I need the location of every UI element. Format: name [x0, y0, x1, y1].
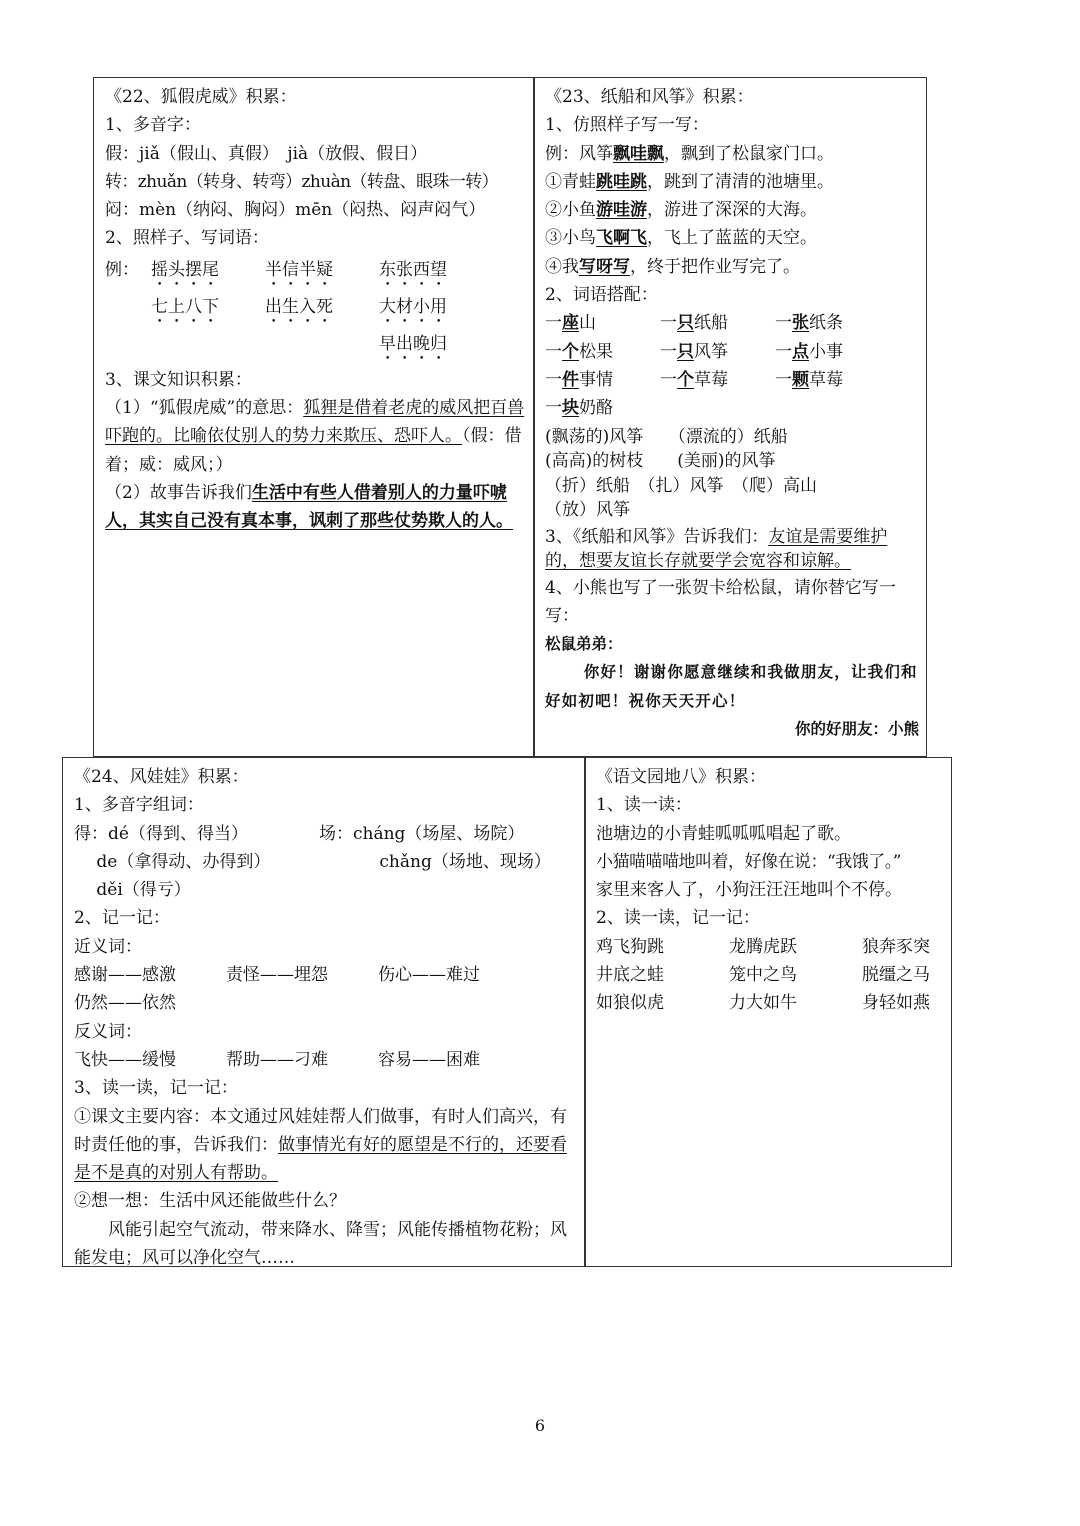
measure-word: 一张纸条: [775, 313, 843, 334]
page-number: 6: [534, 1416, 546, 1435]
moral-answer: 生活中有些人借着别人的力量吓唬人，其实自己没有真本事，讽刺了那些仗势欺人的人。: [105, 482, 513, 532]
measure-word-grid: [545, 309, 919, 422]
lesson22-title: 《22、狐假虎威》积累：: [105, 87, 297, 107]
idiom: 井底之蛙: [596, 965, 664, 986]
idiom: 脱缰之马: [862, 965, 930, 986]
lesson23-imitate-heading: 1、仿照样子写一写：: [545, 115, 709, 136]
lesson24-remember-heading: 2、记一记：: [74, 908, 170, 929]
measure-word: 一只风筝: [660, 341, 728, 362]
garden8-idiom-grid: [596, 933, 944, 1018]
imitate-sentence: ③小鸟飞啊飞，飞上了蓝蓝的天空。: [545, 228, 817, 249]
lesson24-polyphone-heading: 1、多音字组词：: [74, 795, 204, 816]
idiom-grid: [105, 253, 525, 364]
lesson22-cell: [95, 79, 533, 536]
idiom: 东张西望: [379, 259, 447, 280]
lesson22-meaning: （1）“狐假虎威”的意思：狐狸是借着老虎的威风把百兽吓跑的。比喻依仗别人的势力来欺压、恐吓人。（假：借着；威：威风；）: [105, 398, 525, 475]
lesson22-moral: （2）故事告诉我们生活中有些人借着别人的力量吓唬人，其实自己没有真本事，讽刺了那些仗势欺人的人。: [105, 482, 513, 532]
measure-word: 一座山: [545, 313, 596, 334]
measure-word: 一个草莓: [660, 369, 728, 390]
lesson24-main-content: ①课文主要内容：本文通过风娃娃帮人们做事，有时人们高兴，有时责任他的事，告诉我们：做事情光有好的愿望是不行的，还要看是不是真的对别人有帮助。: [74, 1106, 567, 1184]
lesson23-title: 《23、纸船和风筝》积累：: [545, 87, 754, 107]
synonym-pair: 感谢——感激: [74, 965, 176, 986]
garden8-title: 《语文园地八》积累：: [596, 767, 766, 787]
main-content-answer: 做事情光有好的愿望是不行的，还要看是不是真的对别人有帮助。: [74, 1134, 567, 1184]
polyphone-line: 转：zhuǎn（转身、转弯）zhuàn（转盘、眼珠一转）: [105, 171, 499, 192]
phrase-line: (飘荡的)风筝 （漂流的）纸船: [545, 426, 788, 447]
garden8-read-heading: 1、读一读：: [596, 795, 692, 816]
lesson24-title: 《24、风娃娃》积累：: [74, 767, 249, 787]
phrase-line: （折）纸船 （扎）风筝 （爬）高山: [545, 475, 817, 496]
idiom: 大材小用: [379, 296, 447, 317]
imitate-sentence: 例：风筝飘哇飘，飘到了松鼠家门口。: [545, 143, 834, 164]
idiom: 如狼似虎: [596, 993, 664, 1014]
antonym-grid: [74, 1046, 576, 1074]
synonym-pair: 伤心——难过: [378, 965, 480, 986]
card-body: 你好！谢谢你愿意继续和我做朋友，让我们和好如初吧！祝你天天开心！: [545, 663, 918, 710]
read-sentence: 池塘边的小青蛙呱呱呱唱起了歌。: [596, 823, 851, 844]
garden8-idiom-heading: 2、读一读，记一记：: [596, 908, 760, 929]
lesson23-cell: [535, 79, 927, 743]
idiom: 半信半疑: [265, 259, 333, 280]
phrase-line: （放）风筝: [545, 500, 630, 521]
lesson23-collocation-heading: 2、词语搭配：: [545, 285, 658, 306]
lesson24-think-question: ②想一想：生活中风还能做些什么？: [74, 1191, 346, 1212]
antonym-pair: 飞快——缓慢: [74, 1049, 176, 1070]
idiom: 出生入死: [265, 296, 333, 317]
antonym-pair: 容易——困难: [378, 1049, 480, 1070]
card-signature: 你的好朋友：小熊: [794, 720, 919, 739]
meaning-answer: 狐狸是借着老虎的威风把百兽吓跑的。比喻依仗别人的势力来欺压、恐吓人。: [105, 398, 525, 447]
lesson23-moral: 3、《纸船和风筝》告诉我们：友谊是需要维护的，想要友谊长存就要学会宽容和谅解。: [545, 526, 888, 572]
phrase-list: [545, 425, 919, 523]
card-greeting: 松鼠弟弟：: [545, 635, 623, 654]
polyphone-grid: 得：dé（得到、得当） 场：cháng（场屋、场院） de（拿得动、办得到） chǎng（场地、现场） děi（得亏）: [74, 823, 551, 901]
imitate-sentence: ①青蛙跳哇跳，跳到了清清的池塘里。: [545, 171, 834, 192]
measure-word: 一点小事: [775, 341, 843, 362]
moral-answer: 友谊是需要维护的，想要友谊长存就要学会宽容和谅解。: [545, 526, 888, 572]
synonym-pair: 仍然——依然: [74, 993, 176, 1014]
measure-word: 一只纸船: [660, 313, 728, 334]
imitate-sentence: ④我写呀写，终于把作业写完了。: [545, 256, 800, 277]
lesson24-cell: [64, 759, 584, 1272]
example-label: 例：: [105, 259, 139, 280]
polyphone-line: 假：jiǎ（假山、真假） jià（放假、假日）: [105, 143, 428, 164]
lesson22-idiom-heading: 2、照样子、写词语：: [105, 228, 269, 249]
measure-word: 一件事情: [545, 369, 613, 390]
read-sentence: 小猫喵喵喵地叫着，好像在说：“我饿了。”: [596, 851, 901, 872]
synonym-pair: 责怪——埋怨: [226, 965, 328, 986]
idiom: 摇头摆尾: [151, 259, 219, 280]
antonym-pair: 帮助——刁难: [226, 1049, 328, 1070]
idiom: 笼中之鸟: [729, 965, 797, 986]
idiom: 力大如牛: [729, 993, 797, 1014]
synonym-grid: [74, 961, 576, 1018]
phrase-line: (高高)的树枝 (美丽)的风筝: [545, 451, 776, 472]
measure-word: 一块奶酪: [545, 398, 613, 419]
synonym-label: 近义词：: [74, 936, 142, 957]
lesson23-card-prompt: 4、小熊也写了一张贺卡给松鼠，请你替它写一写：: [545, 577, 896, 626]
lesson24-think-answer: 风能引起空气流动，带来降水、降雪；风能传播植物花粉；风能发电；风可以净化空气……: [74, 1219, 567, 1269]
idiom: 七上八下: [151, 296, 219, 317]
idiom: 鸡飞狗跳: [596, 936, 664, 957]
idiom: 龙腾虎跃: [729, 936, 797, 957]
idiom: 身轻如燕: [862, 993, 930, 1014]
lesson24-read-heading: 3、读一读，记一记：: [74, 1078, 238, 1099]
measure-word: 一颗草莓: [775, 369, 843, 390]
idiom: 狼奔豕突: [862, 936, 930, 957]
polyphone-line: 闷：mèn（纳闷、胸闷）mēn（闷热、闷声闷气）: [105, 200, 486, 221]
garden8-cell: [586, 759, 952, 1018]
imitate-sentence: ②小鱼游哇游，游进了深深的大海。: [545, 200, 817, 221]
antonym-label: 反义词：: [74, 1021, 142, 1042]
lesson22-knowledge-heading: 3、课文知识积累：: [105, 369, 252, 390]
measure-word: 一个松果: [545, 341, 613, 362]
read-sentence: 家里来客人了，小狗汪汪汪地叫个不停。: [596, 880, 902, 901]
idiom: 早出晚归: [379, 333, 447, 354]
lesson22-polyphone-heading: 1、多音字：: [105, 115, 201, 136]
